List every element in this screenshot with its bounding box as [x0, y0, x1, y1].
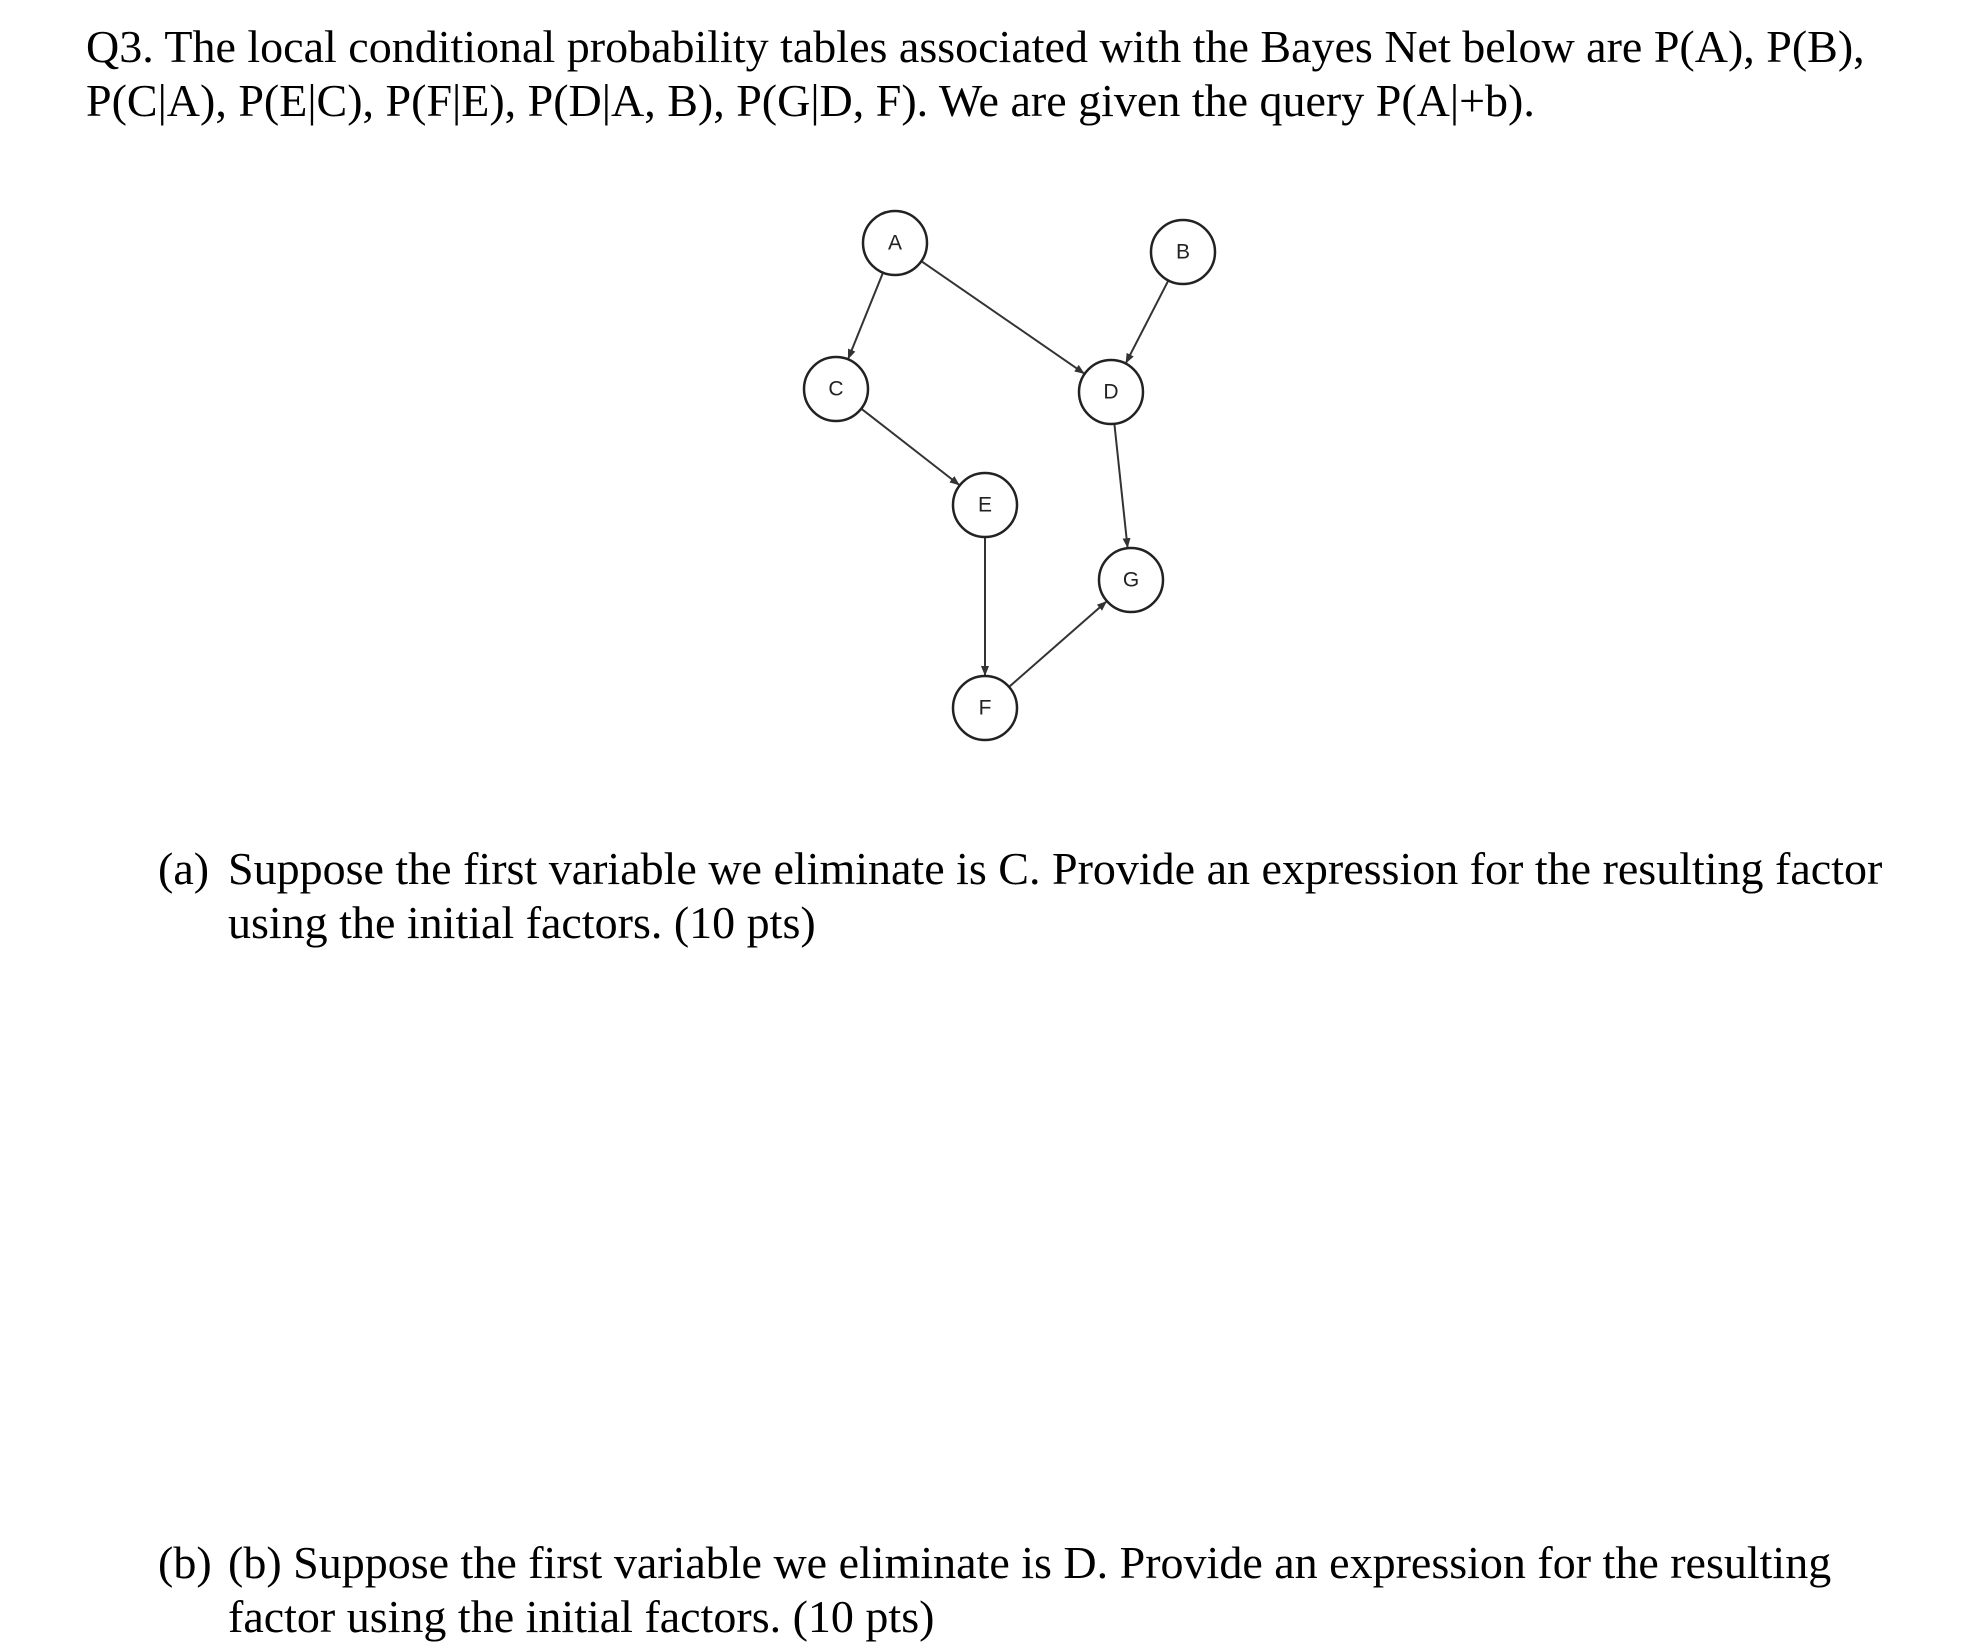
- part-b-line-1: (b) Suppose the first variable we eliminate is D. Provide an expression for the resulting: [228, 1537, 1832, 1588]
- node-d: [1079, 360, 1143, 424]
- node-c: [804, 357, 868, 421]
- part-b-marker: (b): [158, 1537, 212, 1588]
- node-f: [953, 676, 1017, 740]
- node-d-label: D: [1103, 380, 1119, 404]
- edge-d-to-g: [1114, 424, 1127, 547]
- part-a-marker: (a): [158, 843, 210, 894]
- question-line-1: Q3. The local conditional probability tables associated with the Bayes Net below are P(A), P(B),: [86, 21, 1865, 72]
- node-f-label: F: [978, 696, 992, 720]
- node-e: [953, 473, 1017, 537]
- part-a: [158, 842, 1958, 950]
- node-b-label: B: [1175, 240, 1191, 264]
- edge-c-to-e: [861, 409, 959, 485]
- node-a: [863, 211, 927, 275]
- edge-b-to-d: [1126, 280, 1168, 362]
- edges-layer: [848, 261, 1168, 687]
- node-a-label: A: [887, 231, 903, 255]
- edge-a-to-c: [848, 273, 883, 359]
- nodes-layer: [804, 211, 1215, 740]
- part-a-line-1: Suppose the first variable we eliminate is C. Provide an expression for the resulting factor: [228, 843, 1883, 894]
- node-g: [1099, 548, 1163, 612]
- node-b: [1151, 220, 1215, 284]
- part-b-body: [228, 1536, 1831, 1644]
- edge-a-to-d: [921, 261, 1083, 373]
- node-e-label: E: [977, 493, 993, 517]
- node-g-label: G: [1122, 568, 1140, 592]
- part-a-body: [228, 842, 1882, 950]
- part-b-line-2: factor using the initial factors. (10 pts): [228, 1591, 935, 1642]
- question-line-2: P(C|A), P(E|C), P(F|E), P(D|A, B), P(G|D, F). We are given the query P(A|+b).: [86, 75, 1535, 126]
- part-a-line-2: using the initial factors. (10 pts): [228, 897, 816, 948]
- bayes-net-diagram: [0, 0, 1986, 800]
- part-b: [158, 1536, 1958, 1644]
- edge-f-to-g: [1009, 602, 1106, 687]
- node-c-label: C: [828, 377, 844, 401]
